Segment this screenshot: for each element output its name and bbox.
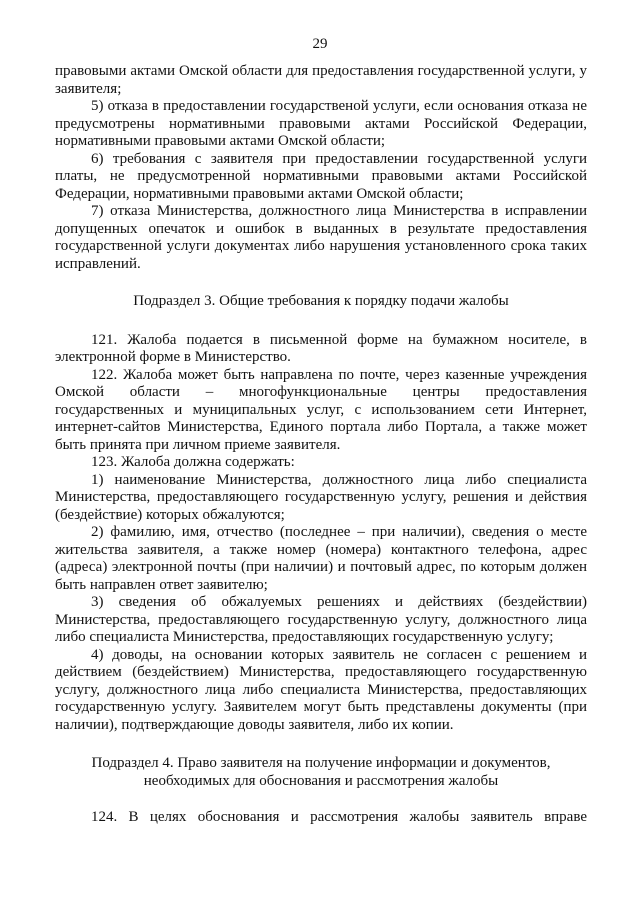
paragraph-121: 121. Жалоба подается в письменной форме на бумажном носителе, в электронной форме в Министерство. [55, 331, 587, 365]
paragraph-122: 122. Жалоба может быть направлена по почте, через казенные учреждения Омской области – многофункциональные центры предоставления государственных и муниципальных услуг, с использованием сети Интернет, интернет-сайтов Министерства, Единого портала либо Портала, а также может быть принята при личном приеме заявителя. [55, 366, 587, 453]
paragraph-123-item-4: 4) доводы, на основании которых заявитель не согласен с решением и действием (бездействием) Министерства, предоставляющего государственную услугу, должностного лица либо специалиста Министерства, предоставляющих государственную услугу. Заявителем могут быть представлены документы (при наличии), подтверждающие доводы заявителя, либо их копии. [55, 646, 587, 733]
page-number: 29 [312, 36, 328, 52]
paragraph-item-7: 7) отказа Министерства, должностного лица Министерства в исправлении допущенных опечаток и ошибок в выданных в результате предоставления государственной услуги документах либо нарушения установленного срока таких исправлений. [55, 203, 587, 272]
paragraph-continuation: правовыми актами Омской области для предоставления государственной услуги, у заявителя; [55, 63, 587, 97]
paragraph-item-6: 6) требования с заявителя при предоставлении государственной услуги платы, не предусмотренной нормативными правовыми актами Российской Федерации, нормативными правовыми актами Омской области; [55, 150, 587, 202]
subsection-3-heading: Подраздел 3. Общие требования к порядку подачи жалобы [133, 293, 509, 309]
subsection-4-heading-line-2: необходимых для обоснования и рассмотрения жалобы [143, 772, 499, 789]
document-body [55, 63, 587, 827]
paragraph-item-5: 5) отказа в предоставлении государственой услуги, если основания отказа не предусмотрены нормативными правовыми актами Российской Федерации, нормативными правовыми актами Омской области; [55, 98, 587, 149]
paragraph-123-item-1: 1) наименование Министерства, должностного лица либо специалиста Министерства, предоставляющего государственную услугу, решения и действия (бездействие) которых обжалуются; [55, 471, 587, 523]
paragraph-123-item-2: 2) фамилию, имя, отчество (последнее – при наличии), сведения о месте жительства заявителя, а также номер (номера) контактного телефона, адрес (адреса) электронной почты (при наличии) и почтовый адрес, по которым должен быть направлен ответ заявителю; [55, 524, 587, 593]
subsection-4-heading-line-1: Подраздел 4. Право заявителя на получение информации и документов, [91, 755, 551, 771]
subsection-4-heading [55, 755, 587, 790]
paragraph-123: 123. Жалоба должна содержать: [91, 454, 295, 470]
paragraph-123-item-3: 3) сведения об обжалуемых решениях и действиях (бездействии) Министерства, предоставляющего государственную услугу, должностного лица либо специалиста Министерства, предоставляющих государственную услугу; [55, 594, 587, 645]
paragraph-124: 124. В целях обоснования и рассмотрения жалобы заявитель вправе [91, 809, 587, 825]
